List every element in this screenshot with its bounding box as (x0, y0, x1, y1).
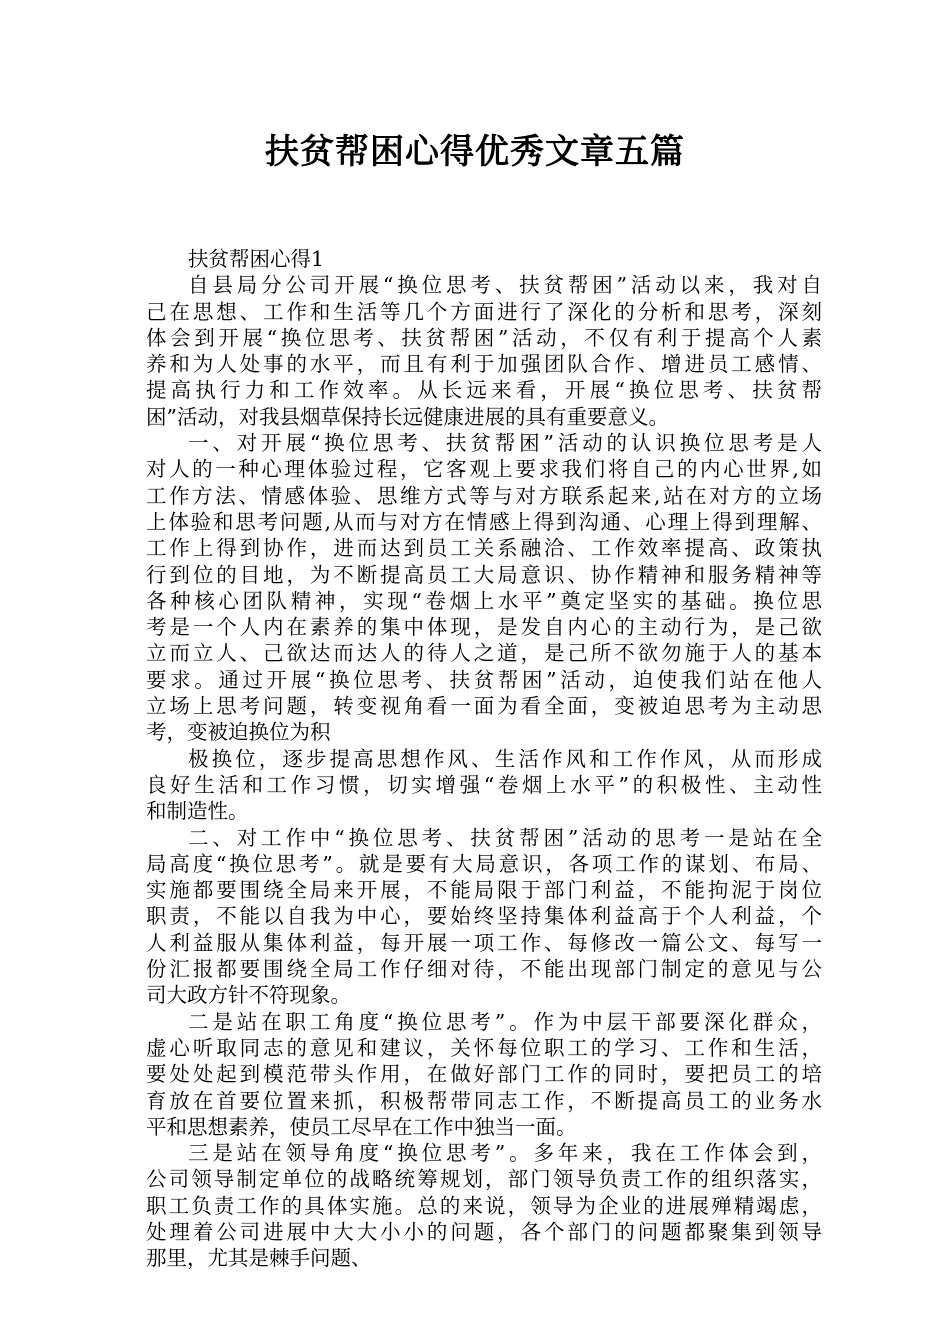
text-line: 和制造性。 (146, 799, 249, 824)
text-line: 虚心听取同志的意见和建议，关怀每位职工的学习、工作和生活， (146, 1035, 822, 1060)
text-line: 二是站在职工角度“换位思考”。作为中层干部要深化群众， (188, 1009, 822, 1034)
text-line: 实施都要围绕全局来开展，不能局限于部门利益，不能拘泥于岗位 (146, 878, 822, 903)
text-line: 司大政方针不符现象。 (146, 983, 351, 1008)
text-line: 扶贫帮困心得1 (188, 247, 325, 271)
text-line: 局高度“换位思考”。就是要有大局意识，各项工作的谋划、布局、 (146, 851, 822, 876)
text-line: 职责，不能以自我为中心，要始终坚持集体利益高于个人利益，个 (146, 904, 822, 929)
text-line: 份汇报都要围绕全局工作仔细对待，不能出现部门制定的意见与公 (146, 957, 822, 982)
text-line: 极换位，逐步提高思想作风、生活作风和工作作风，从而形成 (188, 746, 822, 771)
text-line: 育放在首要位置来抓，积极帮带同志工作，不断提高员工的业务水 (146, 1088, 822, 1113)
text-line: 己在思想、工作和生活等几个方面进行了深化的分析和思考，深刻 (146, 299, 822, 324)
document-title: 扶贫帮困心得优秀文章五篇 (265, 132, 685, 172)
text-line: 对人的一种心理体验过程，它客观上要求我们将自己的内心世界,如 (146, 457, 822, 482)
text-line: 要求。通过开展“换位思考、扶贫帮困”活动，迫使我们站在他人 (146, 667, 822, 692)
text-line: 那里，尤其是棘手问题、 (146, 1246, 372, 1271)
text-line: 上体验和思考问题,从而与对方在情感上得到沟通、心理上得到理解、 (146, 509, 822, 534)
text-line: 人利益服从集体利益，每开展一项工作、每修改一篇公文、每写一 (146, 930, 822, 955)
text-line: 三是站在领导角度“换位思考”。多年来，我在工作体会到， (188, 1141, 822, 1166)
text-line: 平和思想素养，使员工尽早在工作中独当一面。 (146, 1114, 577, 1139)
text-line: 一、对开展“换位思考、扶贫帮困”活动的认识换位思考是人 (188, 431, 822, 456)
text-line: 二、对工作中“换位思考、扶贫帮困”活动的思考一是站在全 (188, 825, 822, 850)
text-line: 良好生活和工作习惯，切实增强“卷烟上水平”的积极性、主动性 (146, 772, 822, 797)
text-line: 考，变被迫换位为积 (146, 720, 331, 745)
text-line: 工作上得到协作，进而达到员工关系融洽、工作效率提高、政策执 (146, 536, 822, 561)
text-line: 公司领导制定单位的战略统筹规划，部门领导负责工作的组织落实， (146, 1167, 822, 1192)
text-line: 立而立人、己欲达而达人的待人之道，是己所不欲勿施于人的基本 (146, 641, 822, 666)
text-line: 工作方法、情感体验、思维方式等与对方联系起来,站在对方的立场 (146, 483, 822, 508)
text-line: 行到位的目地，为不断提高员工大局意识、协作精神和服务精神等 (146, 562, 822, 587)
text-line: 各种核心团队精神，实现“卷烟上水平”奠定坚实的基础。换位思 (146, 588, 822, 613)
text-line: 养和为人处事的水平，而且有利于加强团队合作、增进员工感情、 (146, 352, 822, 377)
text-line: 职工负责工作的具体实施。总的来说，领导为企业的进展殚精竭虑， (146, 1193, 822, 1218)
document-body (146, 246, 822, 1272)
text-line: 提高执行力和工作效率。从长远来看，开展“换位思考、扶贫帮 (146, 378, 822, 403)
text-line: 自县局分公司开展“换位思考、扶贫帮困”活动以来，我对自 (188, 273, 822, 298)
text-line: 体会到开展“换位思考、扶贫帮困”活动，不仅有利于提高个人素 (146, 325, 822, 350)
text-line: 立场上思考问题，转变视角看一面为看全面，变被迫思考为主动思 (146, 694, 822, 719)
text-line: 要处处起到模范带头作用，在做好部门工作的同时，要把员工的培 (146, 1062, 822, 1087)
text-line: 处理着公司进展中大大小小的问题，各个部门的问题都聚集到领导 (146, 1219, 822, 1244)
text-line: 考是一个人内在素养的集中体现，是发自内心的主动行为，是己欲 (146, 615, 822, 640)
text-line: 困”活动，对我县烟草保持长远健康进展的具有重要意义。 (146, 404, 669, 429)
